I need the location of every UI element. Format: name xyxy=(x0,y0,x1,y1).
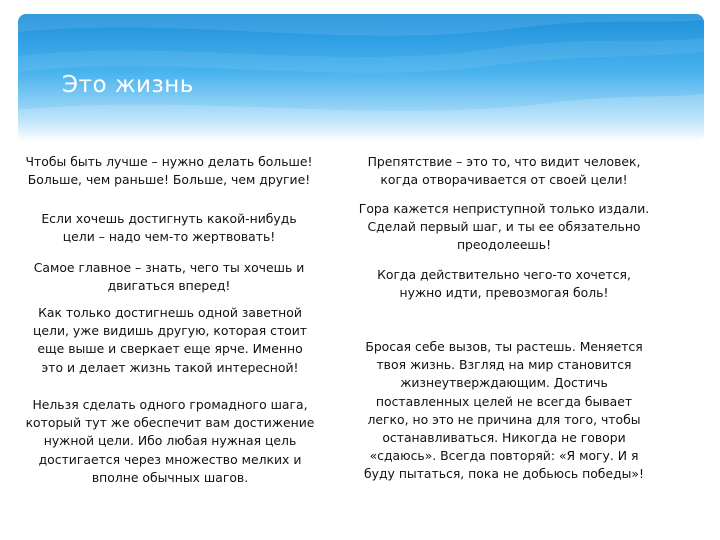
slide-title: Это жизнь xyxy=(62,72,194,98)
quote-left-4: Как только достигнешь одной заветной цели, уже видишь другую, которая стоит еще выше и сверкает еще ярче. Именно это и делает жизнь такой интересной! xyxy=(32,305,308,375)
quote-right-2: Гора кажется неприступной только издали. Сделай первый шаг, и ты ее обязательно преодолеешь! xyxy=(358,201,650,253)
quote-right-3: Когда действительно чего-то хочется, нужно идти, превозмогая боль! xyxy=(377,267,631,301)
quote-left-1: Чтобы быть лучше – нужно делать больше! Больше, чем раньше! Больше, чем другие! xyxy=(25,154,313,188)
quote-left-3: Самое главное – знать, чего ты хочешь и двигаться вперед! xyxy=(33,260,305,294)
quote-left-5: Нельзя сделать одного громадного шага, который тут же обеспечит вам достижение нужной цели. Ибо любая нужная цель достигается через множество мелких и вполне обычных шагов. xyxy=(25,397,315,485)
title-banner xyxy=(18,14,704,142)
quote-right-4: Бросая себе вызов, ты растешь. Меняется твоя жизнь. Взгляд на мир становится жизнеутверждающим. Достичь поставленных целей не всегда бывает легко, но это не причина для того, чтобы останавливаться. Никогда не говори «сдаюсь». Всегда повторяй: «Я могу. И я буду пытаться, пока не добьюсь победы»! xyxy=(364,339,644,482)
quote-left-2: Если хочешь достигнуть какой-нибудь цели – надо чем-то жертвовать! xyxy=(41,211,297,245)
quote-right-1: Препятствие – это то, что видит человек, когда отворачивается от своей цели! xyxy=(367,154,641,188)
